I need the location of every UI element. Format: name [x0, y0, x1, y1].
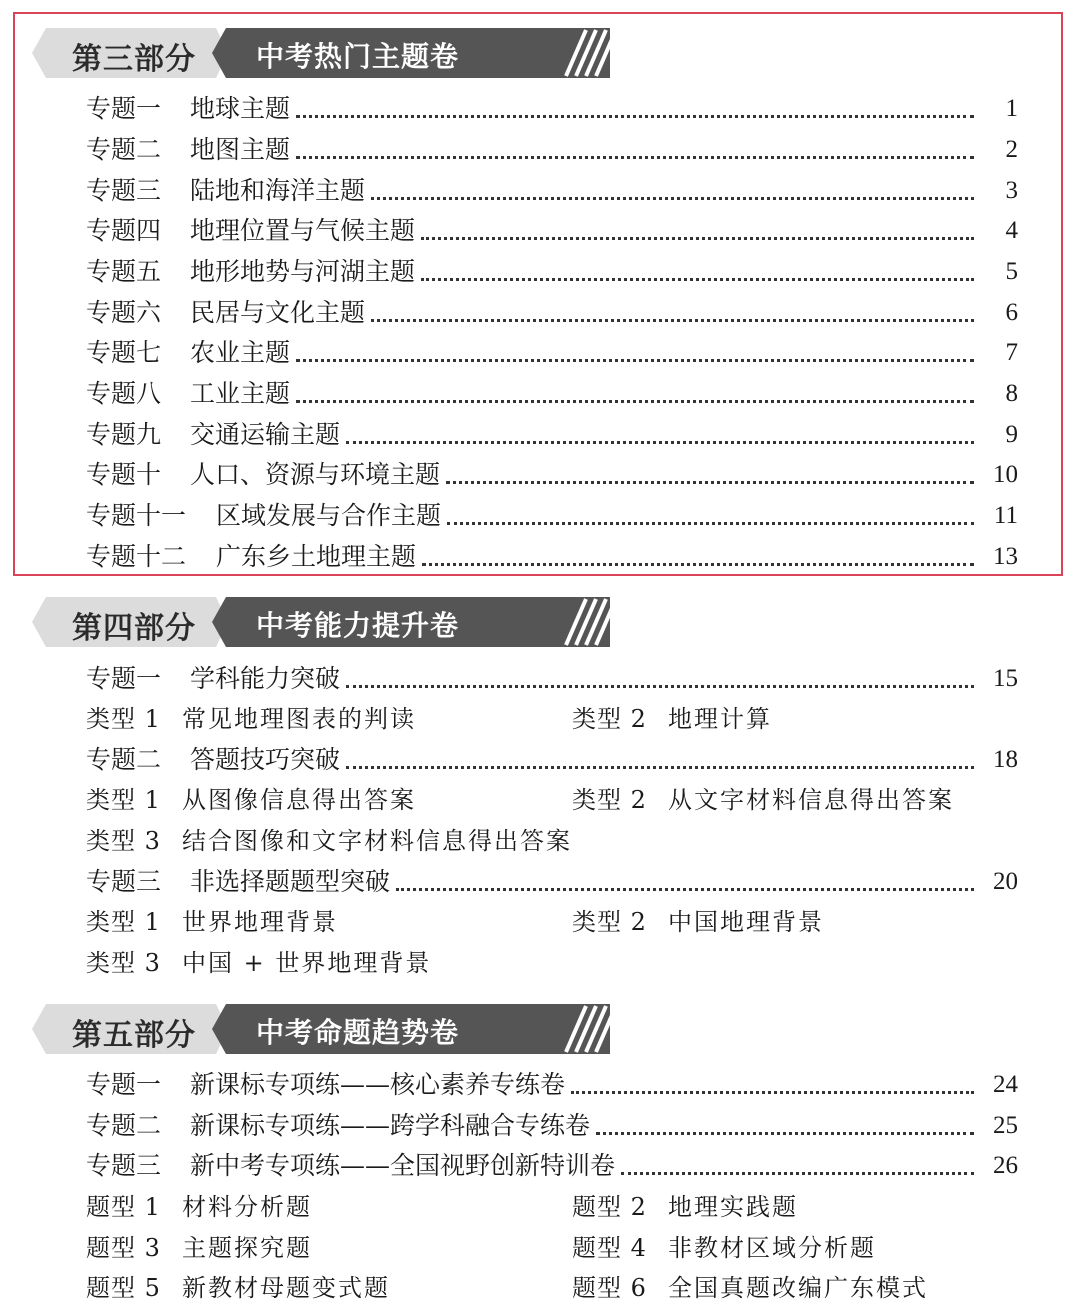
- page-number: 8: [1005, 380, 1018, 407]
- toc-entry[interactable]: [86, 1106, 1018, 1146]
- type-tag: 类型 2: [572, 908, 647, 936]
- entry-title: 农业主题: [190, 338, 291, 367]
- entry-title: 区域发展与合作主题: [216, 501, 442, 530]
- leader-dots: [447, 522, 974, 525]
- toc-entry[interactable]: [86, 862, 1018, 902]
- type-tag: 类型 1: [86, 786, 161, 814]
- leader-dots: [296, 400, 974, 403]
- page-number: 20: [993, 868, 1018, 895]
- page-number: 18: [993, 746, 1018, 773]
- entry-number: 专题二: [86, 1111, 162, 1140]
- entry-number: 专题一: [86, 664, 162, 693]
- entry-title: 交通运输主题: [190, 420, 341, 449]
- page-number: 11: [993, 502, 1018, 529]
- page-number: 2: [1005, 136, 1018, 163]
- toc-entry[interactable]: [86, 455, 1018, 495]
- leader-dots: [371, 319, 974, 322]
- type-item[interactable]: [572, 1228, 876, 1268]
- type-tag: 类型 2: [572, 786, 647, 814]
- entry-title: 地图主题: [190, 135, 291, 164]
- entry-title: 广东乡土地理主题: [216, 542, 417, 571]
- page-number: 1: [1005, 95, 1018, 122]
- type-name: 材料分析题: [182, 1193, 312, 1221]
- page-number: 5: [1005, 258, 1018, 285]
- type-item[interactable]: [572, 780, 954, 820]
- leader-dots: [371, 197, 974, 200]
- toc-entry[interactable]: [86, 1146, 1018, 1186]
- type-item[interactable]: [86, 1268, 390, 1308]
- type-name: 地理计算: [668, 705, 772, 733]
- type-tag: 类型 3: [86, 827, 161, 855]
- type-tag: 题型 5: [86, 1274, 161, 1302]
- toc-entry[interactable]: [86, 89, 1018, 129]
- page-number: 7: [1005, 339, 1018, 366]
- entry-title: 地球主题: [190, 94, 291, 123]
- type-item[interactable]: [86, 1187, 312, 1227]
- entry-number: 专题三: [86, 867, 162, 896]
- type-name: 结合图像和文字材料信息得出答案: [182, 827, 572, 855]
- stripes-decoration: [558, 28, 610, 78]
- page-number: 4: [1005, 217, 1018, 244]
- leader-dots: [421, 237, 974, 240]
- entry-title: 人口、资源与环境主题: [190, 460, 441, 489]
- entry-title: 新中考专项练——全国视野创新特训卷: [190, 1151, 616, 1180]
- part-label: 第三部分: [72, 42, 196, 77]
- toc-entry[interactable]: [86, 211, 1018, 251]
- leader-dots: [346, 766, 974, 769]
- stripes-decoration: [558, 597, 610, 647]
- toc-entry[interactable]: [86, 496, 1018, 536]
- type-item[interactable]: [86, 902, 338, 942]
- toc-entry[interactable]: [86, 293, 1018, 333]
- entry-title: 新课标专项练——跨学科融合专练卷: [190, 1111, 591, 1140]
- part5-banner: [32, 1004, 610, 1054]
- entry-title: 学科能力突破: [190, 664, 341, 693]
- type-item[interactable]: [86, 780, 416, 820]
- type-name: 新教材母题变式题: [182, 1274, 390, 1302]
- type-item[interactable]: [572, 1268, 928, 1308]
- type-name: 世界地理背景: [182, 908, 338, 936]
- leader-dots: [296, 156, 974, 159]
- entry-number: 专题一: [86, 94, 162, 123]
- type-name: 从文字材料信息得出答案: [668, 786, 954, 814]
- stripes-decoration: [558, 1004, 610, 1054]
- toc-entry[interactable]: [86, 415, 1018, 455]
- entry-number: 专题二: [86, 745, 162, 774]
- page-number: 25: [993, 1112, 1018, 1139]
- page-number: 26: [993, 1152, 1018, 1179]
- page-number: 15: [993, 665, 1018, 692]
- entry-title: 非选择题题型突破: [190, 867, 391, 896]
- part4-banner: [32, 597, 610, 647]
- type-item[interactable]: [86, 943, 431, 983]
- page-number: 6: [1005, 299, 1018, 326]
- toc-entry[interactable]: [86, 537, 1018, 577]
- part-label: 第五部分: [72, 1018, 196, 1053]
- type-item[interactable]: [86, 1228, 312, 1268]
- entry-number: 专题七: [86, 338, 162, 367]
- type-tag: 题型 2: [572, 1193, 647, 1221]
- entry-number: 专题十二: [86, 542, 187, 571]
- toc-entry[interactable]: [86, 659, 1018, 699]
- entry-number: 专题六: [86, 298, 162, 327]
- entry-number: 专题三: [86, 1151, 162, 1180]
- type-tag: 类型 1: [86, 705, 161, 733]
- leader-dots: [422, 563, 974, 566]
- type-tag: 题型 4: [572, 1234, 647, 1262]
- leader-dots: [571, 1091, 974, 1094]
- type-item[interactable]: [86, 821, 572, 861]
- entry-title: 新课标专项练——核心素养专练卷: [190, 1070, 566, 1099]
- type-name: 主题探究题: [182, 1234, 312, 1262]
- type-name: 中国地理背景: [668, 908, 824, 936]
- toc-entry[interactable]: [86, 374, 1018, 414]
- entry-number: 专题八: [86, 379, 162, 408]
- entry-number: 专题二: [86, 135, 162, 164]
- entry-title: 陆地和海洋主题: [190, 176, 366, 205]
- toc-entry[interactable]: [86, 1065, 1018, 1105]
- type-name: 从图像信息得出答案: [182, 786, 416, 814]
- toc-entry[interactable]: [86, 252, 1018, 292]
- page-number: 3: [1005, 177, 1018, 204]
- entry-number: 专题九: [86, 420, 162, 449]
- part-title: 中考能力提升卷: [256, 609, 460, 642]
- type-tag: 题型 3: [86, 1234, 161, 1262]
- toc-entry[interactable]: [86, 171, 1018, 211]
- entry-title: 民居与文化主题: [190, 298, 366, 327]
- leader-dots: [296, 359, 974, 362]
- page-number: 9: [1005, 421, 1018, 448]
- part-label: 第四部分: [72, 611, 196, 646]
- type-tag: 类型 1: [86, 908, 161, 936]
- part-title: 中考热门主题卷: [256, 40, 460, 73]
- type-name: 非教材区域分析题: [668, 1234, 876, 1262]
- leader-dots: [596, 1132, 974, 1135]
- type-tag: 类型 2: [572, 705, 647, 733]
- entry-number: 专题三: [86, 176, 162, 205]
- toc-entry[interactable]: [86, 333, 1018, 373]
- entry-number: 专题五: [86, 257, 162, 286]
- entry-number: 专题一: [86, 1070, 162, 1099]
- entry-title: 答题技巧突破: [190, 745, 341, 774]
- leader-dots: [621, 1172, 974, 1175]
- type-tag: 题型 6: [572, 1274, 647, 1302]
- type-name: 常见地理图表的判读: [182, 705, 416, 733]
- entry-title: 地形地势与河湖主题: [190, 257, 416, 286]
- type-item[interactable]: [86, 699, 416, 739]
- page-number: 10: [993, 461, 1018, 488]
- leader-dots: [446, 481, 974, 484]
- leader-dots: [296, 115, 974, 118]
- type-name: 全国真题改编广东模式: [668, 1274, 928, 1302]
- type-name: 地理实践题: [668, 1193, 798, 1221]
- type-tag: 题型 1: [86, 1193, 161, 1221]
- entry-title: 地理位置与气候主题: [190, 216, 416, 245]
- toc-entry[interactable]: [86, 740, 1018, 780]
- leader-dots: [346, 685, 974, 688]
- entry-number: 专题四: [86, 216, 162, 245]
- part-title: 中考命题趋势卷: [256, 1016, 460, 1049]
- type-item[interactable]: [572, 902, 824, 942]
- toc-entry[interactable]: [86, 130, 1018, 170]
- entry-number: 专题十: [86, 460, 162, 489]
- type-name: 中国 + 世界地理背景: [182, 949, 432, 977]
- type-tag: 类型 3: [86, 949, 161, 977]
- type-item[interactable]: [572, 699, 772, 739]
- part3-banner: [32, 28, 610, 78]
- entry-title: 工业主题: [190, 379, 291, 408]
- type-item[interactable]: [572, 1187, 798, 1227]
- leader-dots: [396, 888, 974, 891]
- entry-number: 专题十一: [86, 501, 187, 530]
- leader-dots: [421, 278, 974, 281]
- page-number: 13: [993, 543, 1018, 570]
- page-number: 24: [993, 1071, 1018, 1098]
- leader-dots: [346, 441, 974, 444]
